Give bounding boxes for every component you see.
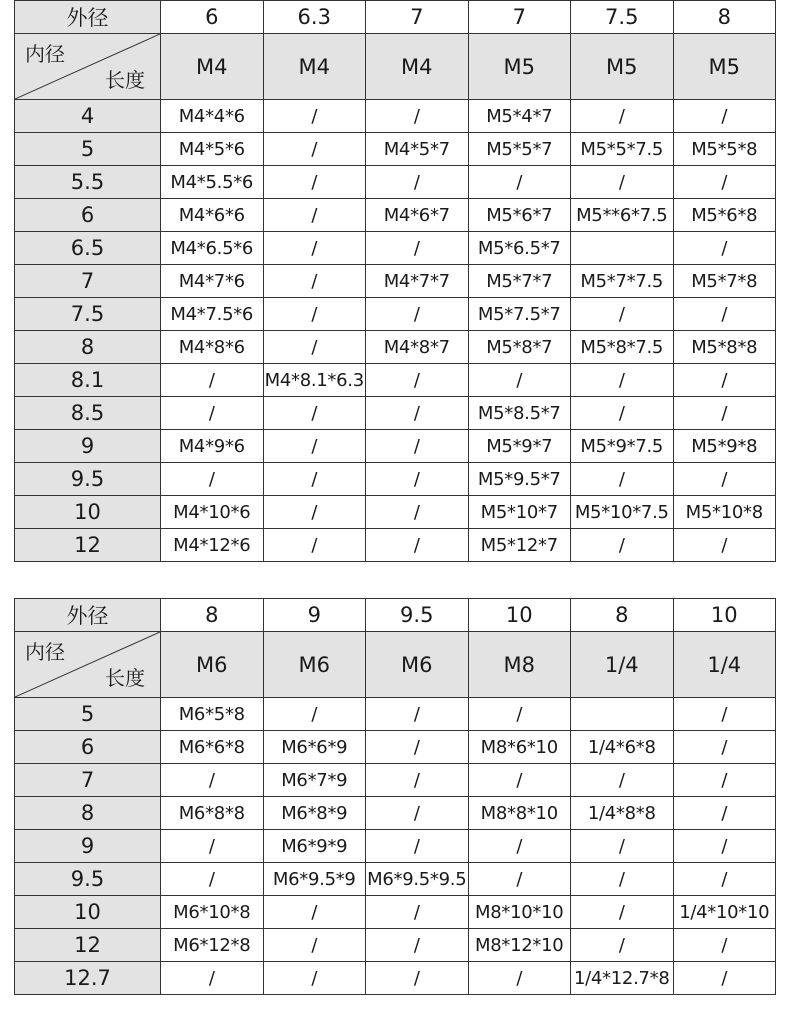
thread-size: M4 [263, 34, 366, 100]
table-cell: / [366, 764, 469, 797]
outer-diameter-value: 9 [263, 599, 366, 632]
table-cell: M4*4*6 [161, 100, 264, 133]
length-value: 7 [15, 265, 161, 298]
table-row [15, 232, 776, 265]
table-cell: M5*4*7 [468, 100, 571, 133]
length-value: 12.7 [15, 962, 161, 995]
table-cell: / [673, 797, 776, 830]
table-cell: M5*9*7.5 [571, 430, 674, 463]
table-cell: M6*8*9 [263, 797, 366, 830]
table-cell: / [263, 529, 366, 562]
table-cell: / [468, 764, 571, 797]
table-cell: 1/4*8*8 [571, 797, 674, 830]
outer-diameter-value: 7 [366, 1, 469, 34]
table-cell: / [673, 529, 776, 562]
length-value: 8.1 [15, 364, 161, 397]
thread-size: M5 [673, 34, 776, 100]
length-value: 10 [15, 496, 161, 529]
table-cell: M4*5*6 [161, 133, 264, 166]
table-cell: / [366, 430, 469, 463]
table-cell: / [571, 929, 674, 962]
table-cell: / [161, 962, 264, 995]
table-cell: M5*8*7.5 [571, 331, 674, 364]
table-cell: M4*6*7 [366, 199, 469, 232]
table-cell: M4*9*6 [161, 430, 264, 463]
outer-diameter-row [15, 599, 776, 632]
table-cell: / [468, 698, 571, 731]
length-value: 5.5 [15, 166, 161, 199]
thread-size: M5 [468, 34, 571, 100]
table-cell: M4*8*7 [366, 331, 469, 364]
table-cell: / [263, 331, 366, 364]
table-cell: M5*10*7.5 [571, 496, 674, 529]
table-cell: / [263, 100, 366, 133]
outer-diameter-label: 外径 [15, 1, 161, 34]
table-row [15, 896, 776, 929]
table-cell: / [673, 298, 776, 331]
table-cell: / [673, 232, 776, 265]
thread-size: M6 [366, 632, 469, 698]
table-cell: M6*8*8 [161, 797, 264, 830]
table-cell: M4*7*7 [366, 265, 469, 298]
table-cell: M5*10*8 [673, 496, 776, 529]
table-cell: M5**6*7.5 [571, 199, 674, 232]
table-cell: / [571, 397, 674, 430]
length-value: 12 [15, 529, 161, 562]
length-value: 7 [15, 764, 161, 797]
length-value: 8 [15, 797, 161, 830]
thread-size: M8 [468, 632, 571, 698]
table-cell: M8*12*10 [468, 929, 571, 962]
table-row [15, 830, 776, 863]
outer-diameter-value: 7.5 [571, 1, 674, 34]
length-value: 5 [15, 133, 161, 166]
table-cell: M5*7*7.5 [571, 265, 674, 298]
table-cell: M6*6*9 [263, 731, 366, 764]
table-cell: M6*5*8 [161, 698, 264, 731]
length-value: 6 [15, 731, 161, 764]
table-cell: / [366, 232, 469, 265]
table-cell: M8*10*10 [468, 896, 571, 929]
thread-row [15, 34, 776, 100]
table-cell: M5*8.5*7 [468, 397, 571, 430]
table-cell: M5*6*8 [673, 199, 776, 232]
table-cell: / [366, 731, 469, 764]
table-cell: M6*7*9 [263, 764, 366, 797]
table-cell: / [263, 896, 366, 929]
table-cell: / [571, 863, 674, 896]
table-cell: 1/4*12.7*8 [571, 962, 674, 995]
table-cell: / [161, 863, 264, 896]
table-cell: 1/4*6*8 [571, 731, 674, 764]
table-cell: M8*6*10 [468, 731, 571, 764]
table-cell: / [366, 166, 469, 199]
table-cell: M5*7*8 [673, 265, 776, 298]
table-cell: M4*7.5*6 [161, 298, 264, 331]
table-cell: / [263, 397, 366, 430]
thread-size: M6 [263, 632, 366, 698]
table-cell: / [366, 962, 469, 995]
table-row [15, 265, 776, 298]
table-row [15, 529, 776, 562]
table-cell: / [161, 764, 264, 797]
table-cell: M6*9*9 [263, 830, 366, 863]
table-cell: M4*7*6 [161, 265, 264, 298]
table-cell: M5*6.5*7 [468, 232, 571, 265]
length-label: 长度 [105, 666, 145, 690]
table-cell: / [571, 298, 674, 331]
thread-size: M4 [161, 34, 264, 100]
table-cell: / [161, 364, 264, 397]
table-cell [571, 232, 674, 265]
length-value: 5 [15, 698, 161, 731]
table-row [15, 430, 776, 463]
table-cell [571, 698, 674, 731]
table-cell: M6*9.5*9 [263, 863, 366, 896]
table-row [15, 166, 776, 199]
table-cell: / [366, 463, 469, 496]
table-row [15, 199, 776, 232]
table-cell: / [161, 397, 264, 430]
table-row [15, 298, 776, 331]
outer-diameter-value: 9.5 [366, 599, 469, 632]
table-cell: / [673, 962, 776, 995]
table-cell: / [366, 397, 469, 430]
table-cell: / [571, 896, 674, 929]
table-cell: / [366, 496, 469, 529]
table-cell: M5*6*7 [468, 199, 571, 232]
table-cell: M5*5*7 [468, 133, 571, 166]
table-cell: 1/4*10*10 [673, 896, 776, 929]
table-cell: / [263, 496, 366, 529]
table-cell: / [468, 962, 571, 995]
table-cell: M4*6.5*6 [161, 232, 264, 265]
table-cell: / [673, 830, 776, 863]
table-cell: M5*8*8 [673, 331, 776, 364]
length-value: 9 [15, 430, 161, 463]
table-cell: / [366, 100, 469, 133]
thread-size: 1/4 [673, 632, 776, 698]
table-cell: M5*9*7 [468, 430, 571, 463]
outer-diameter-value: 10 [673, 599, 776, 632]
table-row [15, 364, 776, 397]
table-cell: / [366, 929, 469, 962]
length-label: 长度 [105, 68, 145, 92]
table-cell: M4*8.1*6.3 [263, 364, 366, 397]
length-value: 9 [15, 830, 161, 863]
length-value: 9.5 [15, 463, 161, 496]
table-cell: / [366, 797, 469, 830]
table-row [15, 100, 776, 133]
table-cell: M8*8*10 [468, 797, 571, 830]
table-cell: / [263, 430, 366, 463]
table-cell: / [263, 962, 366, 995]
table-row [15, 496, 776, 529]
table-cell: / [161, 463, 264, 496]
table-cell: / [673, 929, 776, 962]
table-cell: / [571, 100, 674, 133]
table-cell: / [366, 529, 469, 562]
length-value: 8 [15, 331, 161, 364]
table-row [15, 764, 776, 797]
table-cell: / [366, 830, 469, 863]
outer-diameter-value: 10 [468, 599, 571, 632]
table-cell: M5*9.5*7 [468, 463, 571, 496]
table-cell: / [673, 463, 776, 496]
table-cell: M4*10*6 [161, 496, 264, 529]
spec-table-2 [14, 598, 776, 995]
table-cell: / [366, 298, 469, 331]
table-row [15, 929, 776, 962]
table-cell: M5*7.5*7 [468, 298, 571, 331]
table-cell: / [673, 863, 776, 896]
table-cell: M4*12*6 [161, 529, 264, 562]
table-row [15, 397, 776, 430]
thread-size: M5 [571, 34, 674, 100]
thread-size: 1/4 [571, 632, 674, 698]
table-cell: / [366, 698, 469, 731]
table-cell: / [673, 100, 776, 133]
table-row [15, 331, 776, 364]
table-cell: / [571, 764, 674, 797]
outer-diameter-label: 外径 [15, 599, 161, 632]
length-value: 10 [15, 896, 161, 929]
corner-header [15, 632, 161, 698]
table-cell: M5*5*7.5 [571, 133, 674, 166]
table-cell: / [161, 830, 264, 863]
table-cell: M5*9*8 [673, 430, 776, 463]
table-cell: / [263, 265, 366, 298]
length-value: 7.5 [15, 298, 161, 331]
table-cell: / [263, 232, 366, 265]
table-cell: / [571, 830, 674, 863]
table-cell: M4*6*6 [161, 199, 264, 232]
table-cell: M6*12*8 [161, 929, 264, 962]
table-cell: / [673, 397, 776, 430]
table-cell: / [468, 166, 571, 199]
table-cell: / [263, 698, 366, 731]
outer-diameter-row [15, 1, 776, 34]
table-cell: / [571, 364, 674, 397]
table-cell: / [673, 698, 776, 731]
table-cell: / [468, 863, 571, 896]
table-cell: / [571, 166, 674, 199]
outer-diameter-value: 6 [161, 1, 264, 34]
table-row [15, 731, 776, 764]
table-cell: / [263, 463, 366, 496]
outer-diameter-value: 8 [673, 1, 776, 34]
table-cell: M5*5*8 [673, 133, 776, 166]
table-cell: / [673, 764, 776, 797]
table-cell: M5*10*7 [468, 496, 571, 529]
outer-diameter-value: 8 [161, 599, 264, 632]
table-cell: M4*5.5*6 [161, 166, 264, 199]
table-row [15, 797, 776, 830]
corner-header [15, 34, 161, 100]
table-cell: / [366, 364, 469, 397]
table-cell: / [673, 166, 776, 199]
length-value: 6 [15, 199, 161, 232]
thread-size: M6 [161, 632, 264, 698]
table-cell: / [263, 298, 366, 331]
table-row [15, 463, 776, 496]
inner-diameter-label: 内径 [25, 42, 65, 66]
table-cell: / [263, 133, 366, 166]
length-value: 12 [15, 929, 161, 962]
table-cell: M4*8*6 [161, 331, 264, 364]
table-cell: M4*5*7 [366, 133, 469, 166]
table-cell: / [468, 830, 571, 863]
outer-diameter-value: 8 [571, 599, 674, 632]
table-cell: M5*8*7 [468, 331, 571, 364]
table-cell: / [263, 929, 366, 962]
length-value: 8.5 [15, 397, 161, 430]
length-value: 6.5 [15, 232, 161, 265]
table-row [15, 133, 776, 166]
table-cell: / [263, 166, 366, 199]
table-cell: / [673, 364, 776, 397]
outer-diameter-value: 7 [468, 1, 571, 34]
table-cell: / [673, 731, 776, 764]
spec-table-1 [14, 0, 776, 562]
table-row [15, 962, 776, 995]
table-row [15, 863, 776, 896]
table-cell: M6*9.5*9.5 [366, 863, 469, 896]
table-cell: M6*6*8 [161, 731, 264, 764]
table-cell: / [468, 364, 571, 397]
inner-diameter-label: 内径 [25, 640, 65, 664]
table-cell: / [366, 896, 469, 929]
table-cell: / [571, 463, 674, 496]
thread-size: M4 [366, 34, 469, 100]
table-row [15, 698, 776, 731]
thread-row [15, 632, 776, 698]
table-cell: M5*7*7 [468, 265, 571, 298]
table-cell: M6*10*8 [161, 896, 264, 929]
table-cell: / [263, 199, 366, 232]
outer-diameter-value: 6.3 [263, 1, 366, 34]
length-value: 9.5 [15, 863, 161, 896]
table-cell: / [571, 529, 674, 562]
length-value: 4 [15, 100, 161, 133]
table-cell: M5*12*7 [468, 529, 571, 562]
